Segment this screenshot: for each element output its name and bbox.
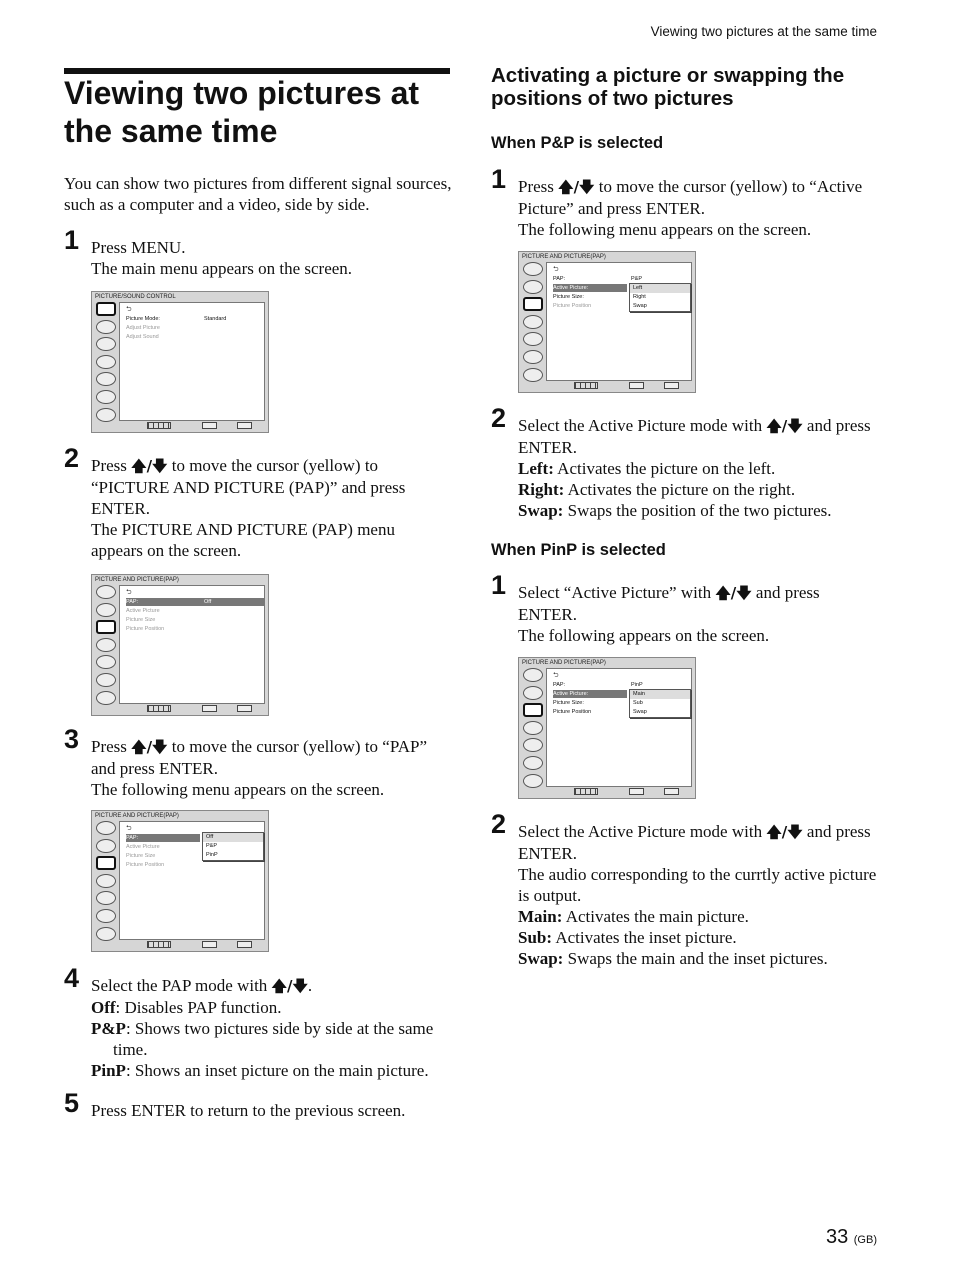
menu-value: P&P — [631, 276, 643, 282]
return-icon: ⮌ — [553, 266, 559, 273]
popup-option[interactable]: Swap — [633, 303, 647, 309]
option-sub: Sub: Activates the inset picture. — [518, 928, 737, 947]
screen-icon — [523, 721, 543, 735]
step-text: and press ENTER. — [518, 416, 871, 457]
popup-option[interactable]: Main — [630, 690, 690, 699]
menu-row: Picture Position — [126, 626, 165, 632]
menu-panel — [119, 821, 265, 940]
enter-key-icon — [202, 422, 217, 429]
step-text: Press ENTER to return to the previous screen. — [91, 1101, 406, 1120]
input-icon — [96, 337, 116, 351]
timer-icon — [96, 673, 116, 687]
step-text: Press — [518, 177, 554, 196]
option-swap: Swap: Swaps the main and the inset pictures. — [518, 949, 828, 968]
screen-icon — [96, 638, 116, 652]
step-text: to move the cursor (yellow) to “PAP” and press ENTER. — [91, 737, 428, 778]
step-text: Select “Active Picture” with — [518, 583, 712, 602]
popup-option[interactable]: Sub — [633, 700, 643, 706]
menu-row: Picture Position — [553, 709, 592, 715]
screen-title: PICTURE/SOUND CONTROL — [95, 294, 176, 300]
up-down-arrow-icon: 🡅/🡇 — [766, 823, 803, 841]
pap-icon — [96, 603, 116, 617]
pp-step-2 — [491, 403, 878, 521]
pap-icon — [523, 686, 543, 700]
menu-row: Picture Size — [126, 617, 156, 623]
step-text: Press MENU. — [91, 238, 186, 257]
option-off: Off: Disables PAP function. — [91, 998, 282, 1017]
screen-title: PICTURE AND PICTURE(PAP) — [522, 254, 606, 260]
option-left: Left: Activates the picture on the left. — [518, 459, 776, 478]
language-icon — [96, 408, 116, 422]
step-number: 3 — [64, 724, 80, 754]
input-icon — [96, 620, 116, 634]
popup-option[interactable]: P&P — [206, 843, 218, 849]
setup-icon — [96, 655, 116, 669]
option-pinp: PinP: Shows an inset picture on the main picture. — [91, 1061, 429, 1080]
popup-option[interactable]: Left — [630, 284, 690, 293]
language-icon — [96, 691, 116, 705]
enter-key-icon — [202, 941, 217, 948]
intro-paragraph: You can show two pictures from different signal sources, such as a computer and a video, side by side. — [64, 174, 452, 214]
menu-row: Adjust Picture — [126, 325, 160, 331]
menu-row: Active Picture — [126, 608, 160, 614]
setup-icon — [96, 891, 116, 905]
popup-option[interactable]: Right — [633, 294, 646, 300]
picture-sound-icon — [96, 302, 116, 316]
menu-row: Picture Size: — [553, 700, 584, 706]
up-down-arrow-icon: 🡅/🡇 — [131, 457, 168, 475]
menu-row: Adjust Sound — [126, 334, 159, 340]
step-text: and press ENTER. — [518, 822, 871, 863]
screen-icon — [96, 355, 116, 369]
up-down-arrow-icon: 🡅/🡇 — [131, 738, 168, 756]
option-pp: P&P: Shows two pictures side by side at the same time. — [91, 1019, 434, 1059]
language-icon — [523, 774, 543, 788]
up-down-arrow-icon: 🡅/🡇 — [715, 584, 752, 602]
step-1 — [64, 225, 451, 279]
return-icon: ⮌ — [126, 306, 132, 313]
menu-value: Off — [204, 599, 212, 605]
picture-sound-icon — [523, 668, 543, 682]
pinp-step-1 — [491, 570, 878, 646]
active-picture-popup — [629, 689, 691, 718]
popup-option[interactable]: PinP — [206, 852, 218, 858]
menu-key-icon — [237, 705, 252, 712]
popup-option[interactable]: Off — [203, 833, 263, 842]
menu-row: PAP: — [553, 276, 566, 282]
picture-sound-icon — [96, 821, 116, 835]
picture-sound-icon — [96, 585, 116, 599]
menu-value: Standard — [204, 316, 227, 322]
screen-pap-menu — [91, 574, 269, 716]
step-text: to move the cursor (yellow) to “PICTURE AND PICTURE (PAP)” and press ENTER. — [91, 456, 406, 518]
step-result: The following appears on the screen. — [518, 626, 770, 645]
step-text: Press — [91, 456, 127, 475]
up-down-arrow-icon: 🡅/🡇 — [558, 178, 595, 196]
input-icon — [523, 297, 543, 311]
screen-footer — [547, 382, 692, 391]
menu-panel — [119, 302, 265, 421]
timer-icon — [96, 909, 116, 923]
screen-icon — [96, 874, 116, 888]
setup-icon — [523, 738, 543, 752]
step-number: 1 — [64, 225, 80, 255]
picture-sound-icon — [523, 262, 543, 276]
menu-row: Active Picture: — [553, 690, 627, 698]
language-icon — [523, 368, 543, 382]
enter-key-icon — [202, 705, 217, 712]
menu-row: Picture Size — [126, 853, 156, 859]
page-number: 33 (GB) — [825, 1226, 877, 1248]
enter-key-icon — [629, 788, 644, 795]
step-number: 1 — [491, 570, 507, 600]
step-result: The following menu appears on the screen. — [518, 220, 812, 239]
return-icon: ⮌ — [553, 672, 559, 679]
menu-icon-column — [522, 668, 546, 791]
step-number: 2 — [491, 809, 507, 839]
screen-title: PICTURE AND PICTURE(PAP) — [95, 577, 179, 583]
screen-pap-options — [91, 810, 269, 952]
menu-icon-column — [95, 821, 119, 944]
up-down-arrow-icon: 🡅/🡇 — [271, 977, 308, 995]
language-icon — [96, 927, 116, 941]
step-number: 2 — [64, 443, 80, 473]
menu-panel — [546, 262, 692, 381]
menu-icon-column — [95, 302, 119, 425]
step-number: 4 — [64, 963, 80, 993]
pap-icon — [96, 839, 116, 853]
screen-title: PICTURE AND PICTURE(PAP) — [522, 660, 606, 666]
menu-value: PinP — [631, 682, 643, 688]
arrow-keys-icon — [147, 422, 171, 429]
screen-pinp-active-picture — [518, 657, 696, 799]
step-number: 1 — [491, 164, 507, 194]
pap-mode-popup — [202, 832, 264, 861]
menu-row: Picture Position — [126, 862, 165, 868]
step-number: 2 — [491, 403, 507, 433]
option-swap: Swap: Swaps the position of the two pictures. — [518, 501, 832, 520]
running-header: Viewing two pictures at the same time — [650, 24, 877, 39]
setup-icon — [96, 372, 116, 386]
menu-row: PAP: — [126, 598, 264, 606]
popup-option[interactable]: Swap — [633, 709, 647, 715]
step-result: The PICTURE AND PICTURE (PAP) menu appears on the screen. — [91, 520, 395, 560]
step-text: and press ENTER. — [518, 583, 820, 624]
menu-key-icon — [237, 422, 252, 429]
enter-key-icon — [629, 382, 644, 389]
arrow-keys-icon — [147, 705, 171, 712]
step-2 — [64, 443, 451, 561]
return-icon: ⮌ — [126, 825, 132, 832]
menu-panel — [119, 585, 265, 704]
step-text: Select the Active Picture mode with — [518, 416, 763, 435]
screen-pp-active-picture — [518, 251, 696, 393]
screen-footer — [547, 788, 692, 797]
subheading-pp: When P&P is selected — [491, 134, 664, 152]
screen-title: PICTURE AND PICTURE(PAP) — [95, 813, 179, 819]
up-down-arrow-icon: 🡅/🡇 — [766, 417, 803, 435]
arrow-keys-icon — [147, 941, 171, 948]
timer-icon — [523, 350, 543, 364]
arrow-keys-icon — [574, 788, 598, 795]
step-text: Press — [91, 737, 127, 756]
step-result: The following menu appears on the screen. — [91, 780, 385, 799]
screen-footer — [120, 422, 265, 431]
menu-key-icon — [664, 788, 679, 795]
step-4 — [64, 963, 453, 1081]
menu-row: PAP: — [126, 834, 200, 842]
menu-row: PAP: — [553, 682, 566, 688]
menu-row: Picture Mode: — [126, 316, 160, 322]
timer-icon — [523, 756, 543, 770]
step-number: 5 — [64, 1088, 80, 1118]
screen-footer — [120, 705, 265, 714]
step-note: The audio corresponding to the currtly active picture is output. — [518, 865, 877, 905]
screen-icon — [523, 315, 543, 329]
option-main: Main: Activates the main picture. — [518, 907, 749, 926]
active-picture-popup — [629, 283, 691, 312]
arrow-keys-icon — [574, 382, 598, 389]
page-title: Viewing two pictures at the same time — [64, 75, 420, 149]
input-icon — [523, 703, 543, 717]
menu-key-icon — [237, 941, 252, 948]
screen-main-menu — [91, 291, 269, 433]
menu-key-icon — [664, 382, 679, 389]
step-text: to move the cursor (yellow) to “Active Picture” and press ENTER. — [518, 177, 863, 218]
menu-icon-column — [522, 262, 546, 385]
pap-icon — [96, 320, 116, 334]
menu-panel — [546, 668, 692, 787]
section-heading: Activating a picture or swapping the positions of two pictures — [491, 64, 845, 110]
menu-row: Active Picture — [126, 844, 160, 850]
menu-icon-column — [95, 585, 119, 708]
setup-icon — [523, 332, 543, 346]
step-result: The main menu appears on the screen. — [91, 259, 353, 278]
step-5 — [64, 1088, 451, 1121]
screen-footer — [120, 941, 265, 950]
input-icon — [96, 856, 116, 870]
return-icon: ⮌ — [126, 589, 132, 596]
menu-row: Active Picture: — [553, 284, 627, 292]
step-text: . — [307, 976, 313, 995]
step-text: Select the Active Picture mode with — [518, 822, 763, 841]
subheading-pinp: When PinP is selected — [491, 541, 666, 559]
pp-step-1 — [491, 164, 878, 240]
menu-row: Picture Size: — [553, 294, 584, 300]
pap-icon — [523, 280, 543, 294]
step-3 — [64, 724, 451, 800]
step-text: Select the PAP mode with — [91, 976, 268, 995]
pinp-step-2 — [491, 809, 878, 969]
menu-row: Picture Position — [553, 303, 592, 309]
timer-icon — [96, 390, 116, 404]
option-right: Right: Activates the picture on the right. — [518, 480, 796, 499]
